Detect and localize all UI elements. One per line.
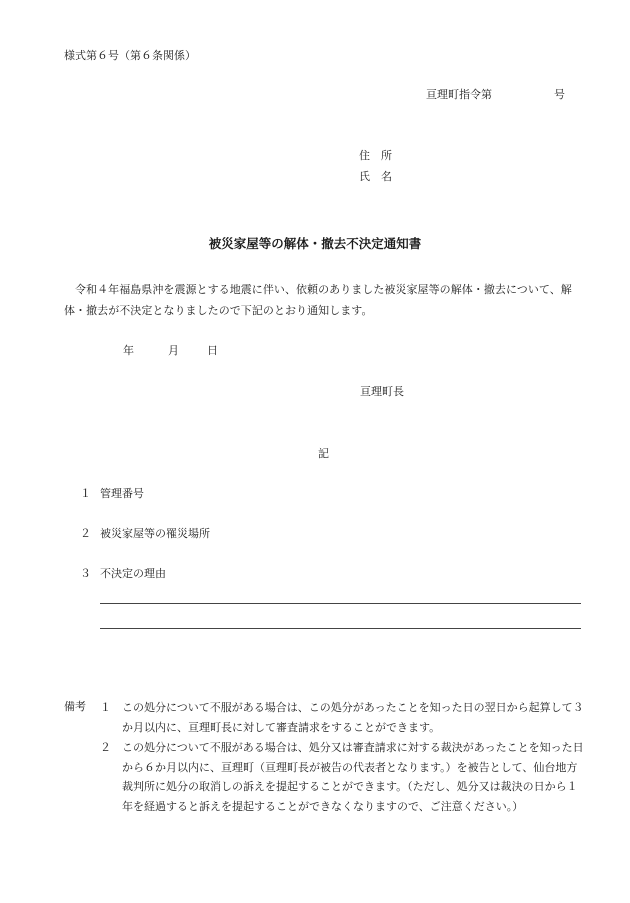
item-label: 管理番号 bbox=[100, 487, 144, 500]
address-label: 住 所 bbox=[359, 149, 392, 162]
document-number bbox=[426, 86, 565, 102]
recipient-name bbox=[359, 168, 392, 184]
body-text: 令和４年福島県沖を震源とする地震に伴い、依頼のありました被災家屋等の解体・撤去について、解体・撤去が不決定となりましたので下記のとおり通知します。 bbox=[64, 283, 572, 317]
note-number: １ bbox=[100, 701, 111, 714]
issuer: 亘理町長 bbox=[360, 385, 404, 398]
item-number: ２ bbox=[80, 527, 91, 540]
item-number: ３ bbox=[80, 567, 91, 580]
document-title: 被災家屋等の解体・撤去不決定通知書 bbox=[208, 236, 422, 251]
item-label: 被災家屋等の罹災場所 bbox=[100, 527, 210, 540]
name-label: 氏 名 bbox=[359, 170, 392, 183]
date-year: 年 bbox=[123, 344, 134, 357]
note-number: ２ bbox=[100, 741, 111, 754]
item-reason bbox=[80, 565, 166, 581]
document-number-suffix: 号 bbox=[554, 88, 565, 101]
note-text: この処分について不服がある場合は、処分又は審査請求に対する裁決があったことを知った日から６か月以内に、亘理町（亘理町長が被告の代表者となります。）を被告として、仙台地方裁判所に処分の取消しの訴えを提起することができます。（ただし、処分又は裁決の日から１年を経過すると訴えを提起することができなくなりますので、ご注意ください。） bbox=[122, 741, 584, 813]
item-number: １ bbox=[80, 487, 91, 500]
item-label: 不決定の理由 bbox=[100, 567, 166, 580]
note-text: この処分について不服がある場合は、この処分があったことを知った日の翌日から起算して３か月以内に、亘理町長に対して審査請求をすることができます。 bbox=[122, 701, 584, 734]
item-disaster-location bbox=[80, 525, 210, 541]
date-line bbox=[123, 342, 218, 358]
remark-note-1 bbox=[100, 698, 584, 737]
reason-line-1 bbox=[100, 603, 581, 604]
remarks-label: 備考 bbox=[64, 700, 86, 713]
form-label: 様式第６号（第６条関係） bbox=[64, 49, 196, 62]
reason-line-2 bbox=[100, 628, 581, 629]
document-number-prefix: 亘理町指令第 bbox=[426, 88, 492, 101]
recipient-address bbox=[359, 147, 392, 163]
date-day: 日 bbox=[207, 344, 218, 357]
remark-note-2 bbox=[100, 738, 584, 816]
ki-heading: 記 bbox=[318, 447, 329, 460]
item-management-number bbox=[80, 485, 144, 501]
date-month: 月 bbox=[168, 344, 179, 357]
